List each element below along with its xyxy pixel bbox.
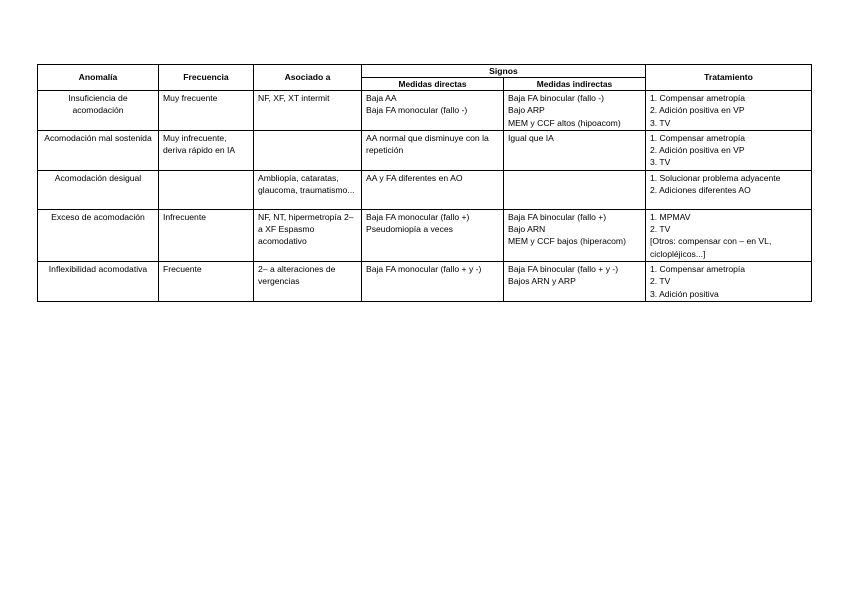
cell-asociado xyxy=(254,130,362,170)
list-item: 2. Adición positiva en VP xyxy=(650,145,745,156)
header-medidas-indirectas: Medidas indirectas xyxy=(504,78,646,91)
header-row xyxy=(38,65,812,78)
cell-tratamiento xyxy=(646,130,812,170)
list-item: 3. TV xyxy=(650,157,671,168)
cell-medidas-directas xyxy=(362,209,504,261)
list-item: 3. Adición positiva xyxy=(650,288,719,299)
header-frecuencia: Frecuencia xyxy=(159,65,254,91)
cell-medidas-indirectas xyxy=(504,261,646,301)
cell-frecuencia: Frecuente xyxy=(159,261,254,301)
cell-tratamiento xyxy=(646,170,812,209)
cell-tratamiento xyxy=(646,209,812,261)
list-item: Bajo ARN xyxy=(508,224,546,235)
table-row xyxy=(38,170,812,209)
cell-medidas-directas xyxy=(362,130,504,170)
cell-medidas-indirectas xyxy=(504,91,646,131)
cell-asociado: 2– a alteraciones de vergencias xyxy=(254,261,362,301)
list-item: Pseudomiopía a veces xyxy=(366,224,453,235)
table-row xyxy=(38,209,812,261)
cell-tratamiento xyxy=(646,91,812,131)
list-item: Baja FA monocular (fallo +) xyxy=(366,211,470,222)
cell-medidas-directas xyxy=(362,170,504,209)
list-item: AA normal que disminuye con la repetición xyxy=(366,132,489,156)
cell-medidas-indirectas xyxy=(504,209,646,261)
list-item: Baja FA monocular (fallo + y -) xyxy=(366,263,482,274)
list-item: 1. Compensar ametropía xyxy=(650,132,746,143)
list-item: 1. MPMAV xyxy=(650,211,691,222)
cell-medidas-indirectas xyxy=(504,170,646,209)
header-signos: Signos xyxy=(362,65,646,78)
header-anomalia: Anomalía xyxy=(38,65,159,91)
list-item: MEM y CCF bajos (hiperacom) xyxy=(508,236,626,247)
accommodation-anomalies-table xyxy=(37,64,812,302)
cell-medidas-indirectas xyxy=(504,130,646,170)
list-item: 1. Compensar ametropía xyxy=(650,263,746,274)
cell-frecuencia xyxy=(159,170,254,209)
table-row xyxy=(38,261,812,301)
list-item: 2. Adición positiva en VP xyxy=(650,105,745,116)
cell-frecuencia: Muy frecuente xyxy=(159,91,254,131)
cell-anomalia: Exceso de acomodación xyxy=(38,209,159,261)
list-item: 2. TV xyxy=(650,224,671,235)
list-item: 3. TV xyxy=(650,117,671,128)
cell-frecuencia: Infrecuente xyxy=(159,209,254,261)
cell-asociado: Ambliopía, cataratas, glaucoma, traumatismo... xyxy=(254,170,362,209)
list-item: Bajo ARP xyxy=(508,105,545,116)
cell-asociado: NF, NT, hipermetropía 2– a XF Espasmo acomodativo xyxy=(254,209,362,261)
list-item: Baja FA binocular (fallo + y -) xyxy=(508,263,619,274)
list-item: Igual que IA xyxy=(508,132,554,143)
cell-anomalia: Acomodación mal sostenida xyxy=(38,130,159,170)
cell-tratamiento xyxy=(646,261,812,301)
header-medidas-directas: Medidas directas xyxy=(362,78,504,91)
list-item: Baja FA binocular (fallo -) xyxy=(508,93,605,103)
list-item: Baja FA binocular (fallo +) xyxy=(508,211,607,222)
header-asociado: Asociado a xyxy=(254,65,362,91)
list-item: 2. TV xyxy=(650,276,671,287)
list-item: AA y FA diferentes en AO xyxy=(366,172,463,183)
list-item: 1. Compensar ametropía xyxy=(650,93,746,103)
cell-frecuencia: Muy infrecuente, deriva rápido en IA xyxy=(159,130,254,170)
cell-medidas-directas xyxy=(362,91,504,131)
cell-medidas-directas xyxy=(362,261,504,301)
cell-anomalia: Inflexibilidad acomodativa xyxy=(38,261,159,301)
cell-anomalia: Insuficiencia de acomodación xyxy=(38,91,159,131)
list-item: Baja FA monocular (fallo -) xyxy=(366,105,468,116)
list-item: Bajos ARN y ARP xyxy=(508,276,576,287)
table-row xyxy=(38,91,812,131)
cell-asociado: NF, XF, XT intermit xyxy=(254,91,362,131)
list-item: MEM y CCF altos (hipoacom) xyxy=(508,117,621,128)
list-item: [Otros: compensar con – en VL, ciclopléjicos...] xyxy=(650,236,772,259)
header-tratamiento: Tratamiento xyxy=(646,65,812,91)
list-item: 1. Solucionar problema adyacente xyxy=(650,172,781,183)
table-row xyxy=(38,130,812,170)
list-item: 2. Adiciones diferentes AO xyxy=(650,185,751,196)
list-item: Baja AA xyxy=(366,93,397,103)
cell-anomalia: Acomodación desigual xyxy=(38,170,159,209)
